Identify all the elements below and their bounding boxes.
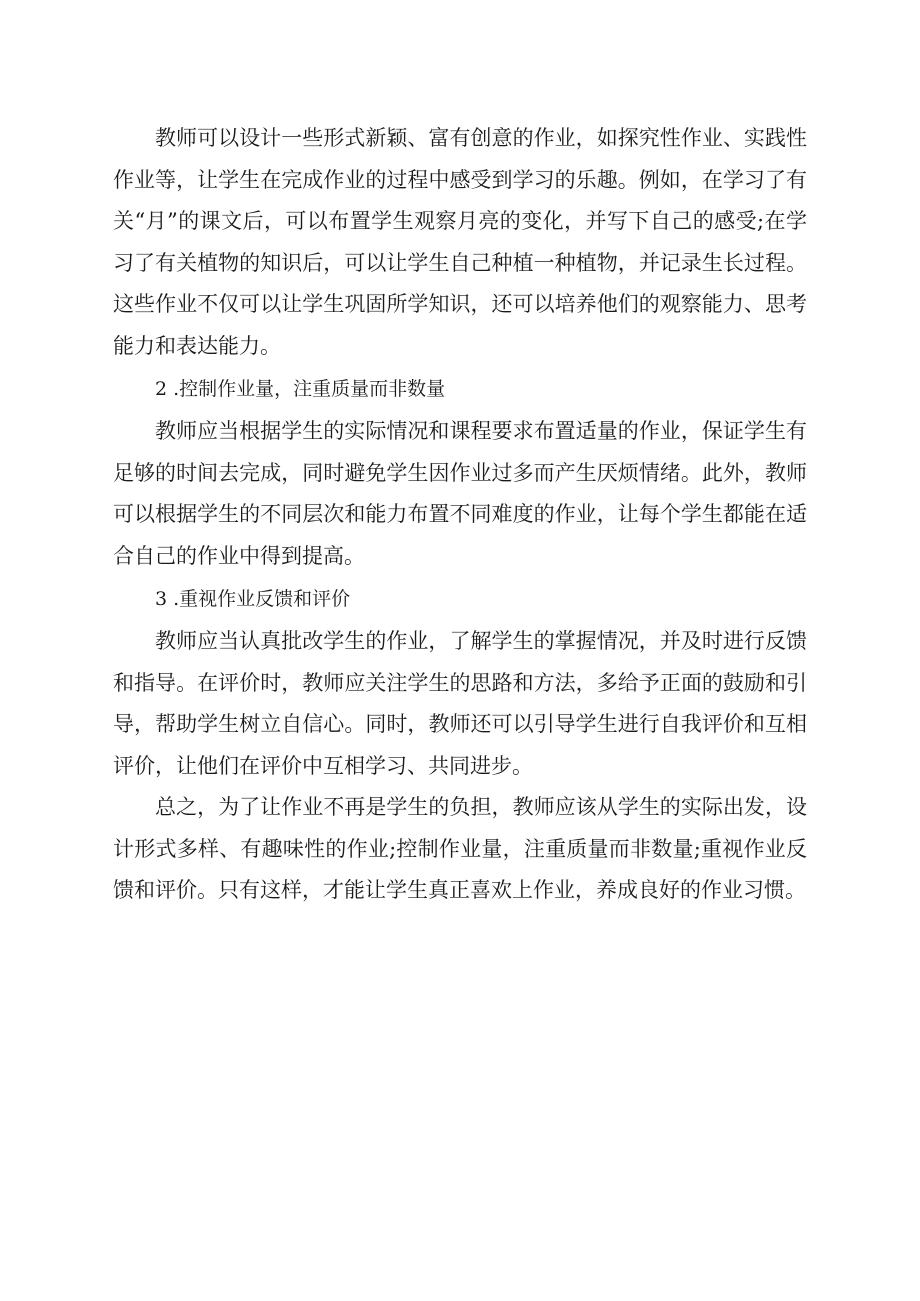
paragraph-conclusion: 总之，为了让作业不再是学生的负担，教师应该从学生的实际出发，设计形式多样、有趣味性的作业;控制作业量，注重质量而非数量;重视作业反馈和评价。只有这样，才能让学生真正喜欢上作业，养成良好的作业习惯。 (113, 795, 807, 902)
paragraph-feedback: 教师应当认真批改学生的作业，了解学生的掌握情况，并及时进行反馈和指导。在评价时，教师应关注学生的思路和方法，多给予正面的鼓励和引导，帮助学生树立自信心。同时，教师还可以引导学生进行自我评价和互相评价，让他们在评价中互相学习、共同进步。 (113, 629, 807, 778)
document-body (113, 118, 807, 912)
section-heading-control-workload: 2 .控制作业量，注重质量而非数量 (155, 378, 446, 400)
section-heading-feedback: 3 .重视作业反馈和评价 (155, 588, 351, 610)
paragraph-creative-homework: 教师可以设计一些形式新颖、富有创意的作业，如探究性作业、实践性作业等，让学生在完成作业的过程中感受到学习的乐趣。例如，在学习了有关“月”的课文后，可以布置学生观察月亮的变化，并写下自己的感受;在学习了有关植物的知识后，可以让学生自己种植一种植物，并记录生长过程。这些作业不仅可以让学生巩固所学知识，还可以培养他们的观察能力、思考能力和表达能力。 (113, 126, 807, 358)
paragraph-workload: 教师应当根据学生的实际情况和课程要求布置适量的作业，保证学生有足够的时间去完成，同时避免学生因作业过多而产生厌烦情绪。此外，教师可以根据学生的不同层次和能力布置不同难度的作业，让每个学生都能在适合自己的作业中得到提高。 (113, 419, 807, 568)
